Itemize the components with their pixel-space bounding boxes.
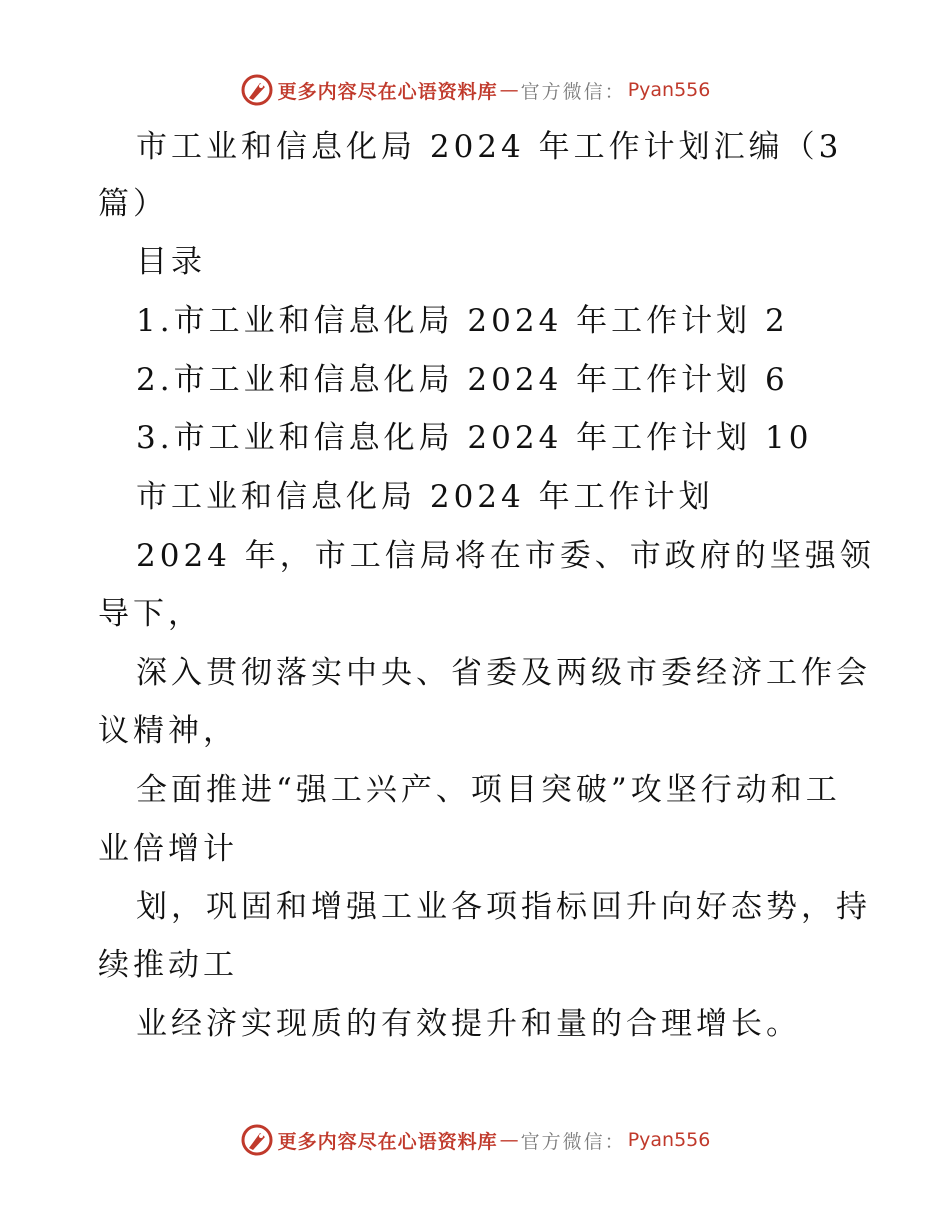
banner-red-text: 更多内容尽在心语资料库 xyxy=(277,1130,498,1153)
paragraph-line: 划，巩固和增强工业各项指标回升向好态势，持 xyxy=(136,889,871,925)
pen-nib-icon xyxy=(240,1123,274,1157)
paragraph-line: 议精神， xyxy=(98,713,238,749)
banner-gray-text: 官方微信： xyxy=(520,1130,626,1153)
paragraph-line: 深入贯彻落实中央、省委及两级市委经济工作会 xyxy=(136,655,871,691)
banner-red-text: 更多内容尽在心语资料库 xyxy=(277,80,498,103)
paragraph-line: 导下， xyxy=(98,596,203,632)
header-banner xyxy=(0,70,950,110)
paragraph-line: 2024 年，市工信局将在市委、市政府的坚强领 xyxy=(136,538,875,574)
section-title: 市工业和信息化局 2024 年工作计划 xyxy=(136,479,714,515)
footer-banner xyxy=(0,1120,950,1160)
toc-item-1: 1.市工业和信息化局 2024 年工作计划 2 xyxy=(136,303,789,339)
toc-item-2: 2.市工业和信息化局 2024 年工作计划 6 xyxy=(136,362,789,398)
paragraph-line: 续推动工 xyxy=(98,947,238,983)
banner-wechat-id: Pyan556 xyxy=(627,1129,711,1151)
doc-title-line-2: 篇） xyxy=(98,186,168,222)
toc-heading: 目录 xyxy=(136,244,206,280)
banner-wechat-id: Pyan556 xyxy=(627,79,711,101)
paragraph-line: 业倍增计 xyxy=(98,831,238,867)
paragraph-line: 业经济实现质的有效提升和量的合理增长。 xyxy=(136,1006,801,1042)
toc-item-3: 3.市工业和信息化局 2024 年工作计划 10 xyxy=(136,420,813,456)
pen-nib-icon xyxy=(240,73,274,107)
banner-dash: — xyxy=(499,79,519,101)
doc-title-line-1: 市工业和信息化局 2024 年工作计划汇编（3 xyxy=(136,129,843,165)
paragraph-line: 全面推进“强工兴产、项目突破”攻坚行动和工 xyxy=(136,772,841,808)
banner-gray-text: 官方微信： xyxy=(520,80,626,103)
banner-dash: — xyxy=(499,1129,519,1151)
